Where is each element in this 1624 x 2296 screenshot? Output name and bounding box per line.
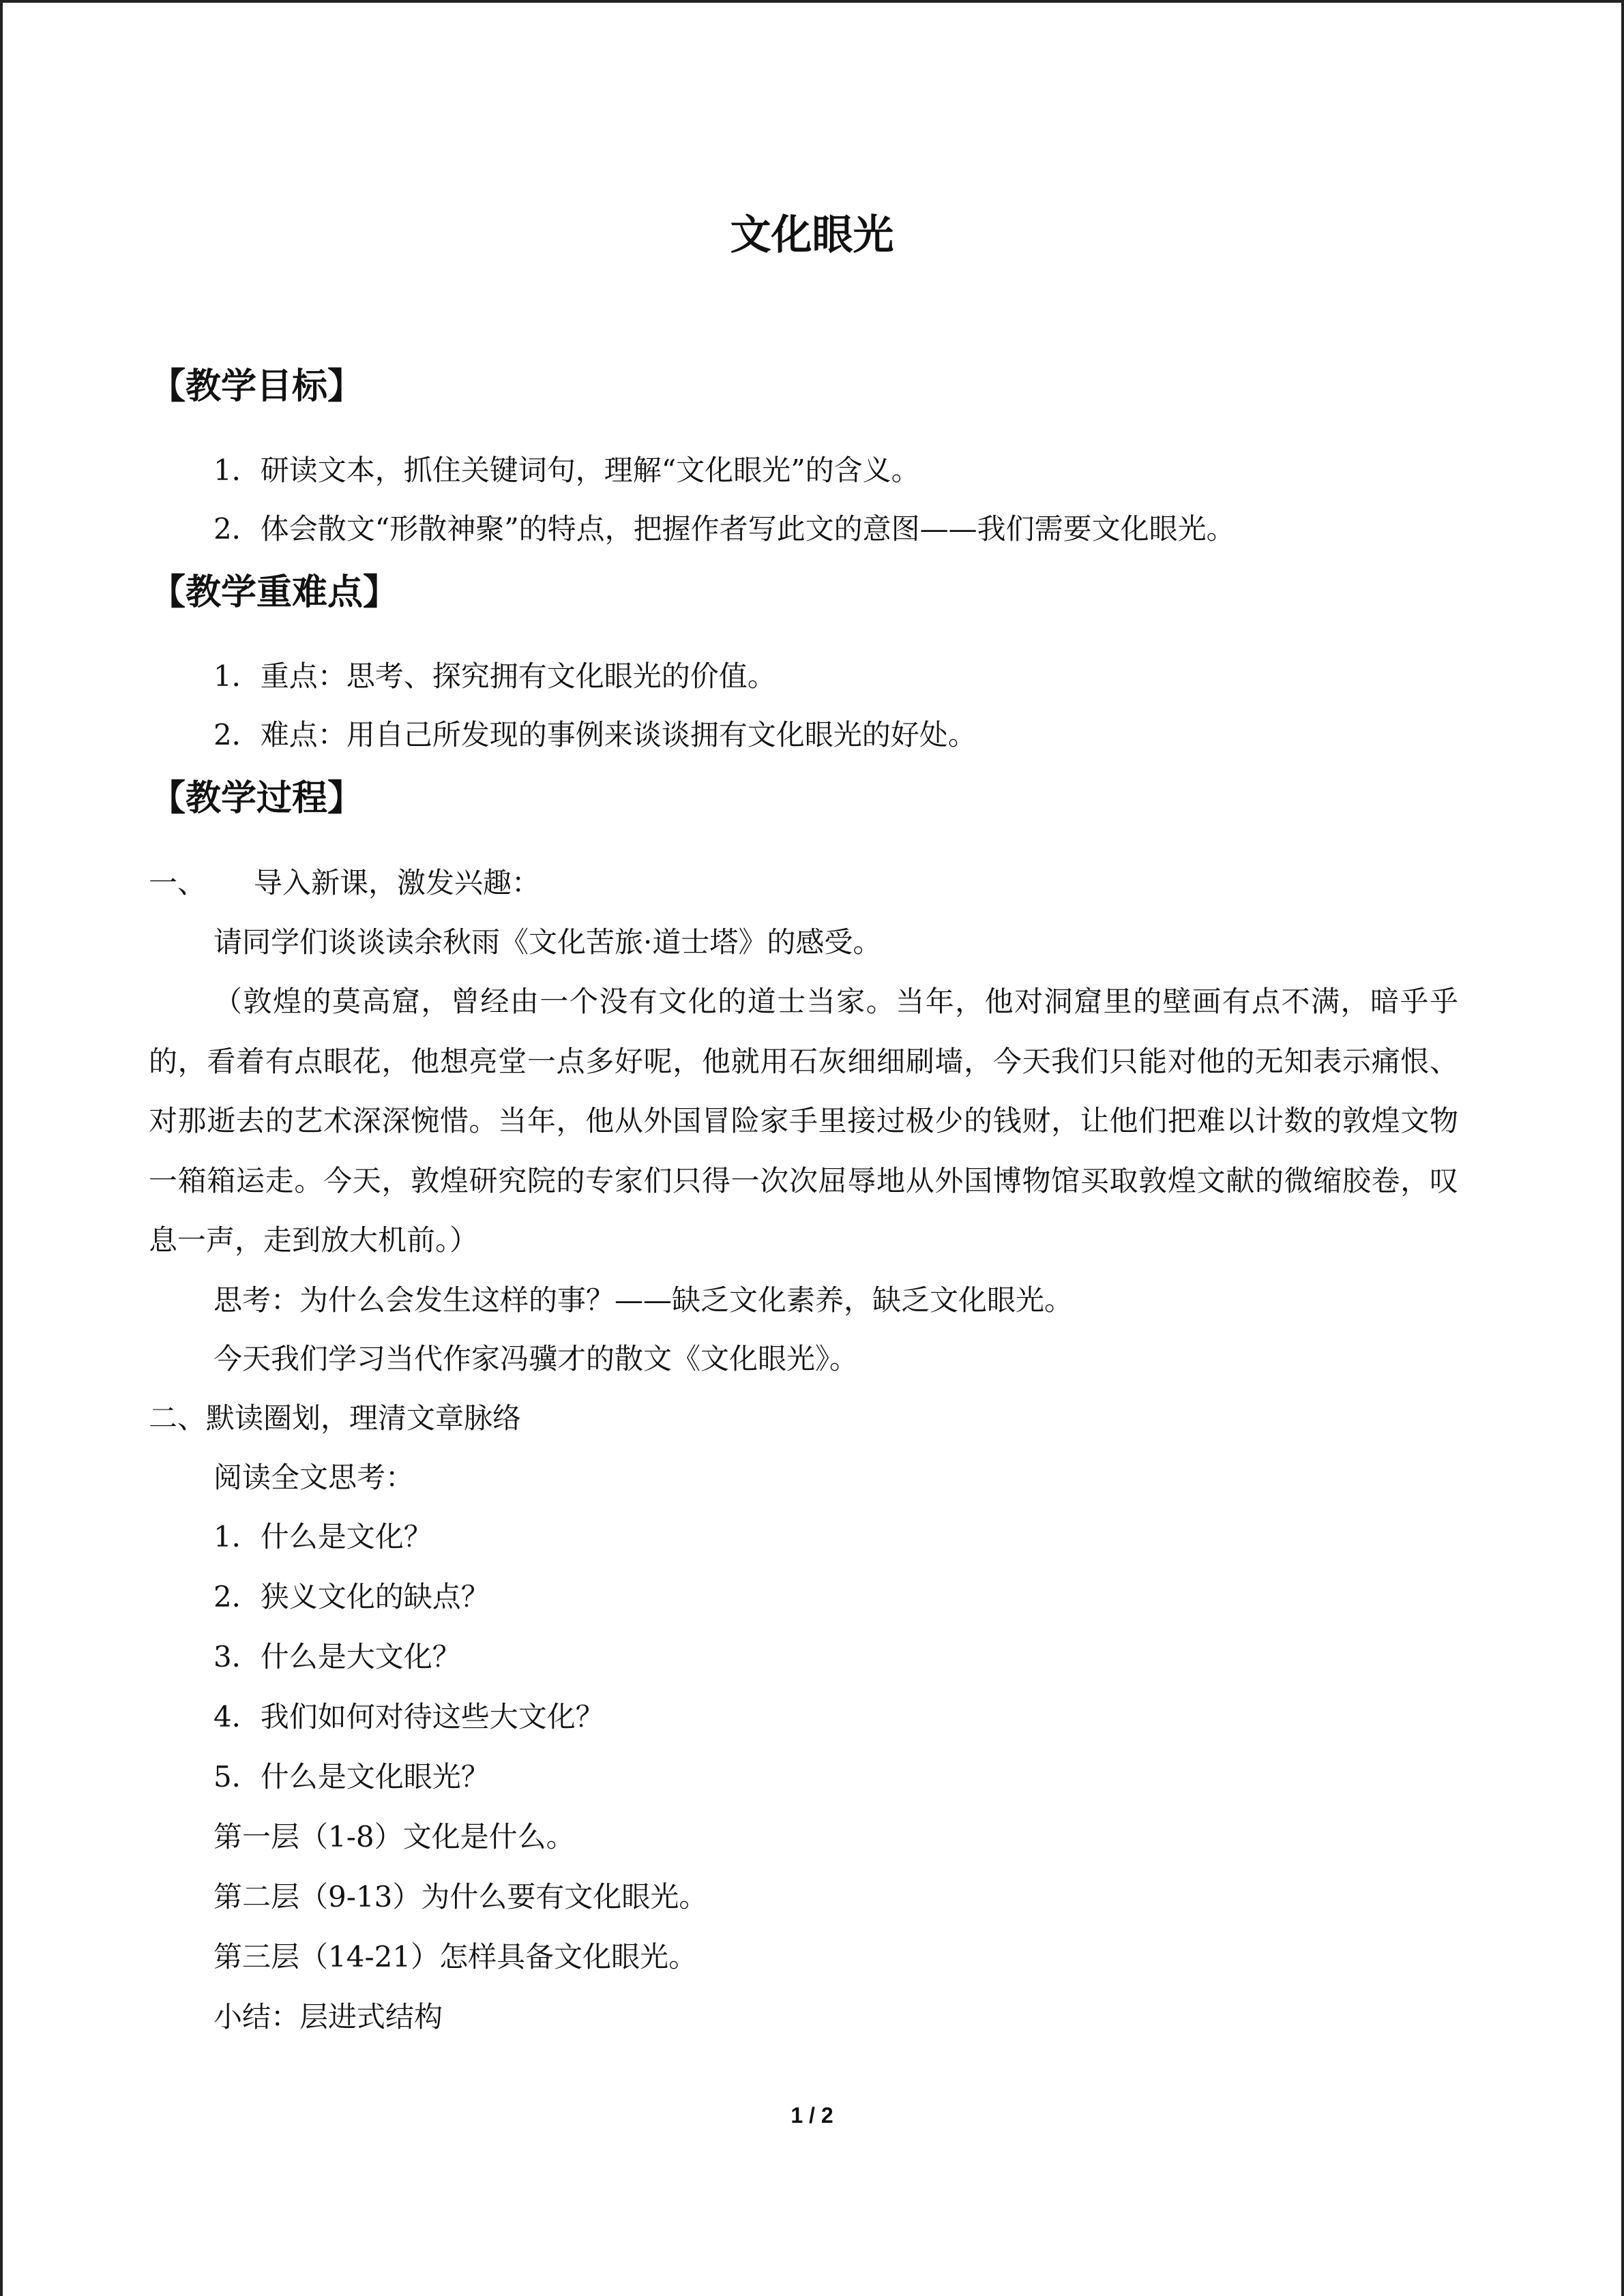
objective-item-1: 1．研读文本，抓住关键词句，理解“文化眼光”的含义。 (213, 453, 920, 487)
dunhuang-paragraph: （敦煌的莫高窟，曾经由一个没有文化的道士当家。当年，他对洞窟里的壁画有点不满，暗乎乎的，看着有点眼花，他想亮堂一点多好呢，他就用石灰细细刷墙，今天我们只能对他的无知表示痛恨、对那逝去的艺术深深惋惜。当年，他从外国冒险家手里接过极少的钱财，让他们把难以计数的敦煌文物一箱箱运走。今天，敦煌研究院的专家们只得一次次屈辱地从外国博物馆买取敦煌文献的微缩胶卷，叹息一声，走到放大机前。） (149, 985, 1458, 1257)
layer-item-2: 第二层（9-13）为什么要有文化眼光。 (213, 1880, 708, 1913)
step2-intro: 阅读全文思考： (213, 1461, 415, 1494)
objective-item-2: 2．体会散文“形散神聚”的特点，把握作者写此文的意图——我们需要文化眼光。 (213, 512, 1235, 546)
key-point-item-2: 2．难点：用自己所发现的事例来谈谈拥有文化眼光的好处。 (213, 718, 977, 751)
key-points-heading: 【教学重难点】 (150, 572, 399, 613)
process-heading: 【教学过程】 (150, 778, 364, 819)
question-item-2: 2．狭义文化的缺点？ (213, 1580, 490, 1613)
step1-label: 导入新课，激发兴趣： (254, 866, 541, 899)
key-point-item-1: 1．重点：思考、探究拥有文化眼光的价值。 (213, 659, 776, 693)
objectives-heading: 【教学目标】 (150, 366, 364, 407)
question-item-1: 1．什么是文化？ (213, 1520, 432, 1553)
layer-item-3: 第三层（14-21）怎样具备文化眼光。 (213, 1940, 698, 1973)
page-number: 1 / 2 (791, 2103, 833, 2128)
document-title: 文化眼光 (730, 211, 894, 259)
question-item-5: 5．什么是文化眼光？ (213, 1760, 490, 1793)
step1-today: 今天我们学习当代作家冯骥才的散文《文化眼光》。 (213, 1342, 859, 1375)
step1-number: 一、 (149, 866, 207, 899)
question-item-4: 4．我们如何对待这些大文化？ (213, 1700, 604, 1733)
step2-heading: 二、默读圈划，理清文章脉络 (149, 1401, 522, 1435)
step2-summary: 小结：层进式结构 (213, 2000, 443, 2033)
step1-think: 思考：为什么会发生这样的事？——缺乏文化素养，缺乏文化眼光。 (213, 1283, 1074, 1317)
layer-item-1: 第一层（1-8）文化是什么。 (213, 1820, 575, 1853)
step1-prompt: 请同学们谈谈读余秋雨《文化苦旅·道士塔》的感受。 (213, 925, 882, 959)
question-item-3: 3．什么是大文化？ (213, 1640, 461, 1673)
step1-heading (149, 863, 540, 904)
